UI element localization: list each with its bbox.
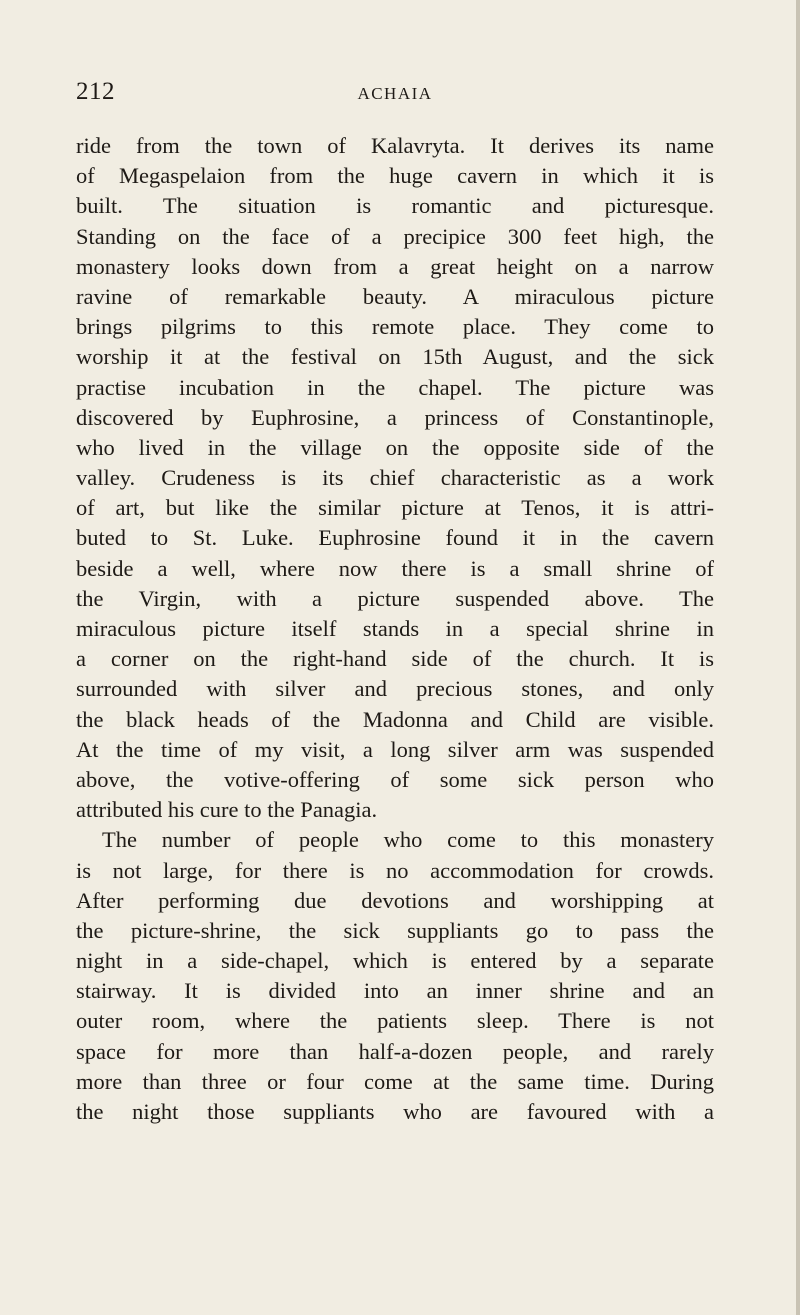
text-line: a corner on the right-hand side of the church. It is [76, 646, 714, 672]
text-line: built. The situation is romantic and picturesque. [76, 193, 714, 219]
text-line: ravine of remarkable beauty. A miraculous picture [76, 283, 714, 309]
body-text [76, 131, 714, 1127]
text-line: of Megaspelaion from the huge cavern in which it is [76, 163, 714, 189]
page-edge-shadow [796, 0, 800, 1315]
text-line: who lived in the village on the opposite side of the [76, 434, 714, 460]
text-line: At the time of my visit, a long silver arm was suspended [76, 736, 714, 762]
text-line: miraculous picture itself stands in a special shrine in [76, 616, 714, 641]
paragraph-end-line: attributed his cure to the Panagia. [76, 797, 378, 823]
text-line: After performing due devotions and worshipping at [76, 887, 714, 913]
paragraph-start-line: The number of people who come to this monastery [102, 827, 714, 853]
text-line: outer room, where the patients sleep. There is not [76, 1008, 714, 1034]
text-line: beside a well, where now there is a small shrine of [76, 555, 714, 581]
text-line: brings pilgrims to this remote place. They come to [76, 314, 714, 340]
text-line: surrounded with silver and precious stones, and only [76, 676, 714, 702]
running-title: ACHAIA [357, 84, 433, 103]
text-line: more than three or four come at the same time. During [76, 1068, 714, 1094]
text-line: night in a side-chapel, which is entered by a separate [76, 948, 714, 974]
text-line: the Virgin, with a picture suspended above. The [76, 585, 714, 611]
text-line: is not large, for there is no accommodation for crowds. [76, 857, 714, 883]
text-line: above, the votive-offering of some sick person who [76, 766, 714, 792]
text-line: of art, but like the similar picture at Tenos, it is attri- [76, 495, 714, 521]
text-line: Standing on the face of a precipice 300 feet high, the [76, 223, 714, 249]
text-line: ride from the town of Kalavryta. It derives its name [76, 133, 714, 158]
text-line: worship it at the festival on 15th August, and the sick [76, 344, 714, 370]
text-line: buted to St. Luke. Euphrosine found it in the cavern [76, 525, 714, 551]
text-line: the picture-shrine, the sick suppliants go to pass the [76, 917, 714, 943]
text-line: stairway. It is divided into an inner shrine and an [76, 978, 714, 1004]
text-line: the night those suppliants who are favoured with a [76, 1099, 714, 1124]
text-line: valley. Crudeness is its chief characteristic as a work [76, 465, 714, 491]
text-line: the black heads of the Madonna and Child are visible. [76, 706, 714, 732]
book-page [76, 76, 714, 1127]
text-line: practise incubation in the chapel. The picture was [76, 374, 714, 400]
running-head [76, 76, 714, 110]
text-line: discovered by Euphrosine, a princess of Constantinople, [76, 404, 714, 430]
text-line: monastery looks down from a great height on a narrow [76, 253, 714, 279]
page-number: 212 [76, 78, 115, 105]
text-line: space for more than half-a-dozen people, and rarely [76, 1038, 714, 1064]
